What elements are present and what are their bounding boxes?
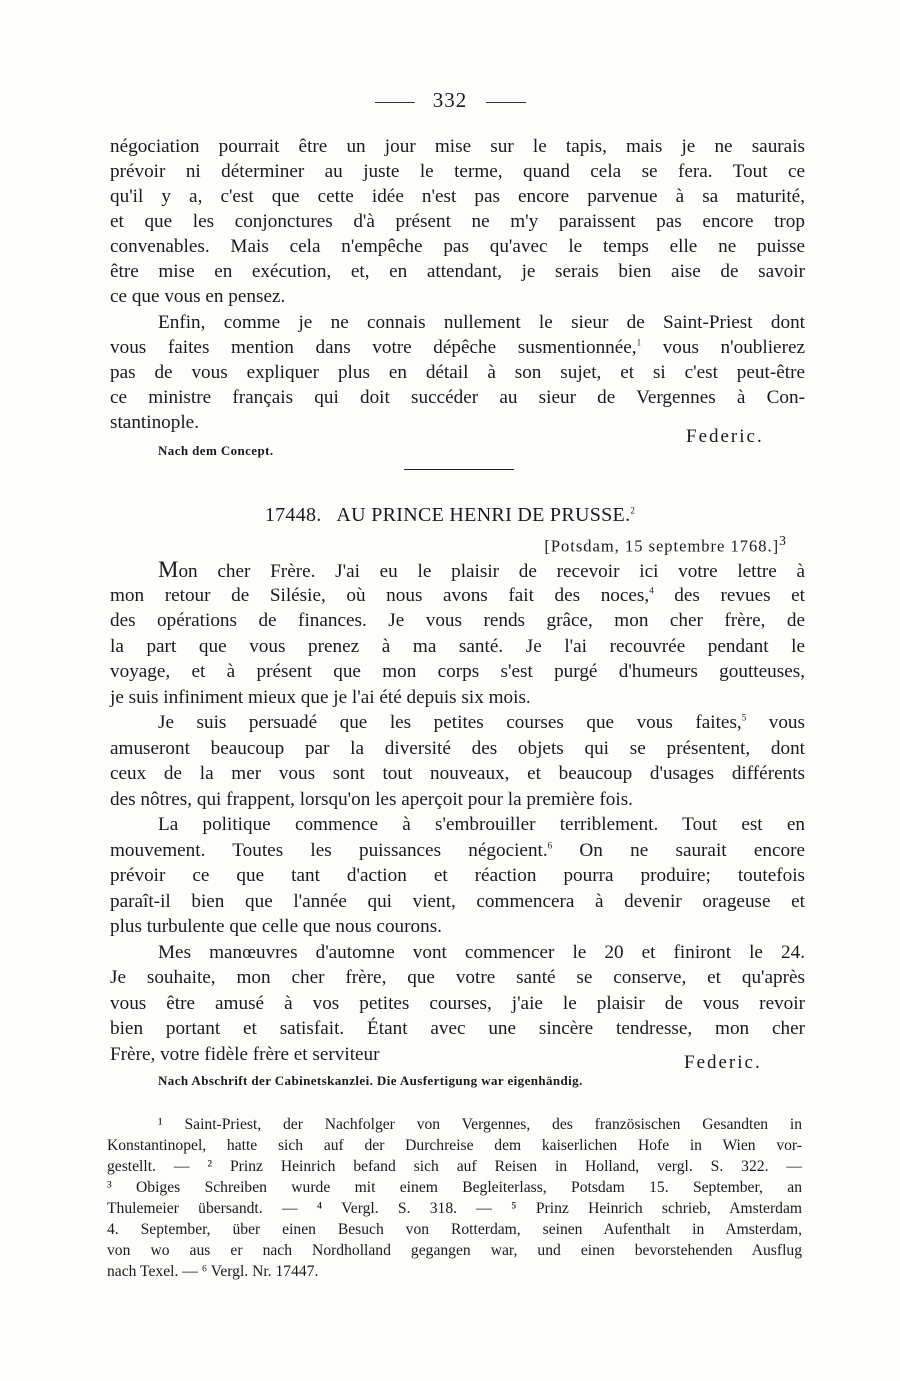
text-run: vous	[746, 712, 805, 733]
date-text: 15 septembre 1768.]	[624, 536, 780, 556]
footnote-ref: 1	[636, 337, 642, 348]
body-line: qu'il y a, c'est que cette idée n'est pas encore parvenue à sa maturité,	[110, 186, 805, 207]
body-line	[110, 583, 805, 608]
text-run: On ne saurait encore	[552, 840, 805, 861]
footnote-ref: 6	[547, 840, 553, 851]
body-line: prévoir ni déterminer au juste le terme, quand cela se fera. Tout ce	[110, 161, 805, 182]
body-line	[158, 557, 805, 584]
source-note: Nach Abschrift der Cabinetskanzlei. Die Ausfertigung war eigenhändig.	[158, 1073, 583, 1088]
letter-heading	[0, 504, 900, 527]
body-line: la part que vous prenez à ma santé. Je l'ai recouvrée pendant le	[110, 636, 805, 657]
footnote-line: 4. September, über einen Besuch von Rotterdam, seinen Aufenthalt in Amsterdam,	[107, 1221, 802, 1238]
body-line: pas de vous expliquer plus en détail à son sujet, et si c'est peut-être	[110, 362, 805, 383]
text-run: on cher Frère. J'ai eu le plaisir de recevoir ici votre lettre à	[178, 561, 805, 582]
body-line: négociation pourrait être un jour mise sur le tapis, mais je ne saurais	[110, 136, 805, 157]
body-line: je suis infiniment mieux que je l'ai été depuis six mois.	[110, 687, 531, 708]
footnote-ref: 4	[649, 585, 654, 596]
source-note: Nach dem Concept.	[158, 443, 274, 458]
body-line: Je souhaite, mon cher frère, que votre santé se conserve, et qu'après	[110, 967, 805, 988]
body-line: prévoir ce que tant d'action et réaction pourra produire; toutefois	[110, 865, 805, 886]
body-line: paraît-il bien que l'année qui vient, commencera à devenir orageuse et	[110, 891, 805, 912]
body-line: Enfin, comme je ne connais nullement le sieur de Saint-Priest dont	[158, 312, 805, 333]
body-line: ce ministre français qui doit succéder au sieur de Vergennes à Con-	[110, 387, 805, 408]
body-line	[158, 710, 805, 735]
text-run: vous faites mention dans votre dépêche susmentionnée,	[110, 337, 637, 358]
footnote-ref: 3	[779, 533, 787, 548]
body-line: Mes manœuvres d'automne vont commencer le 20 et finiront le 24.	[158, 942, 805, 963]
footnote-line: ¹ Saint-Priest, der Nachfolger von Vergennes, des französischen Gesandten in	[158, 1116, 802, 1133]
body-line: amuseront beaucoup par la diversité des objets qui se présentent, dont	[110, 738, 805, 759]
body-line: être mise en exécution, et, en attendant, je serais bien aise de savoir	[110, 261, 805, 282]
body-line: Frère, votre fidèle frère et serviteur	[110, 1044, 380, 1065]
footnote-ref: 5	[741, 712, 747, 723]
header-dash-right	[486, 102, 526, 103]
text-run: vous n'oublierez	[641, 337, 805, 358]
body-line: des nôtres, qui frappent, lorsqu'on les aperçoit pour la première fois.	[110, 789, 633, 810]
footnote-line: nach Texel. — ⁶ Vergl. Nr. 17447.	[107, 1263, 319, 1280]
footnote-line: Thulemeier übersandt. — ⁴ Vergl. S. 318. — ⁵ Prinz Heinrich schrieb, Amsterdam	[107, 1200, 802, 1217]
page-header	[0, 88, 900, 113]
text-run: mon retour de Silésie, où nous avons fait des noces,	[110, 585, 650, 606]
dateline	[544, 533, 787, 557]
body-line: stantinople.	[110, 412, 199, 433]
body-line: voyage, et à présent que mon corps s'est purgé d'humeurs goutteuses,	[110, 661, 805, 682]
body-line	[110, 838, 805, 863]
body-line: bien portant et satisfait. Étant avec une sincère tendresse, mon cher	[110, 1018, 805, 1039]
initial-letter: M	[158, 557, 179, 582]
page-number: 332	[432, 88, 468, 112]
footnote-line: von wo aus er nach Nordholland gegangen war, und einen bevorstehenden Ausflug	[107, 1242, 802, 1259]
text-run: mouvement. Toutes les puissances négocient.	[110, 840, 548, 861]
body-line: plus turbulente que celle que nous courons.	[110, 916, 442, 937]
footnote-ref: 2	[630, 505, 636, 516]
letter-title: AU PRINCE HENRI DE PRUSSE.	[336, 504, 631, 526]
body-line: convenables. Mais cela n'empêche pas qu'avec le temps elle ne puisse	[110, 236, 805, 257]
header-dash-left	[375, 102, 415, 103]
section-divider	[404, 469, 514, 470]
body-line: ceux de la mer vous sont tout nouveaux, et beaucoup d'usages différents	[110, 763, 805, 784]
date-place: [Potsdam,	[544, 536, 620, 556]
body-line	[110, 335, 805, 360]
body-line: La politique commence à s'embrouiller terriblement. Tout est en	[158, 814, 805, 835]
body-line: ce que vous en pensez.	[110, 286, 286, 307]
body-line: vous être amusé à vos petites courses, j'aie le plaisir de vous revoir	[110, 993, 805, 1014]
footnote-line: gestellt. — ² Prinz Heinrich befand sich auf Reisen in Holland, vergl. S. 322. —	[107, 1158, 802, 1175]
letter-number: 17448.	[264, 504, 322, 526]
text-run: Je suis persuadé que les petites courses que vous faites,	[158, 712, 742, 733]
signature: Federic.	[686, 426, 764, 447]
text-run: des revues et	[653, 585, 805, 606]
footnote-line: ³ Obiges Schreiben wurde mit einem Begleiterlass, Potsdam 15. September, an	[107, 1179, 802, 1196]
body-line: des opérations de finances. Je vous rends grâce, mon cher frère, de	[110, 610, 805, 631]
signature: Federic.	[684, 1052, 762, 1073]
footnote-line: Konstantinopel, hatte sich auf der Durchreise dem kaiserlichen Hofe in Wien vor-	[107, 1137, 802, 1154]
body-line: et que les conjonctures d'à présent ne m'y paraissent pas encore trop	[110, 211, 805, 232]
